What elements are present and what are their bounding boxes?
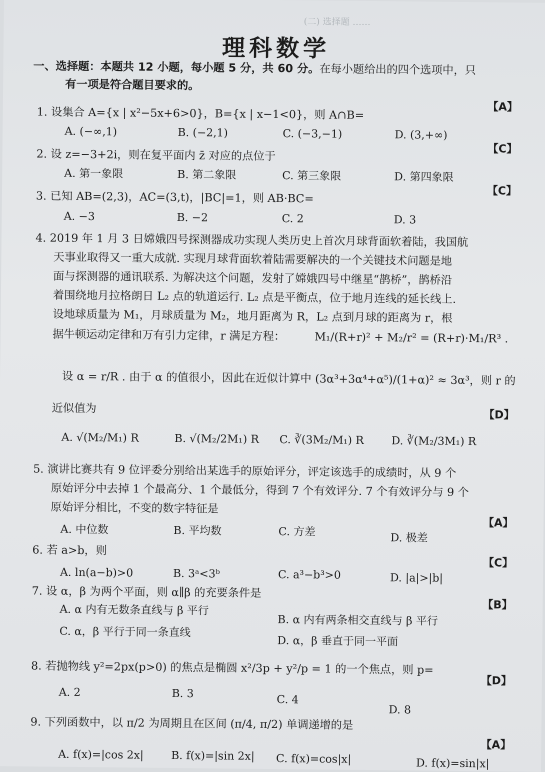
q5-answer: 【A】 <box>482 516 514 530</box>
q8-option-a: A. 2 <box>58 685 81 700</box>
q4-line-3: 面与探测器的通讯联系. 为解决这个问题，发射了嫦娥四号中继星“鹊桥”，鹊桥沿 <box>53 269 453 287</box>
q1-option-c: C. (−3,−1) <box>282 127 343 141</box>
q6-option-d: D. |a|>|b| <box>389 571 444 585</box>
q3-stem: 3. 已知 AB=(2,3)，AC=(3,t)，|BC|=1，则 AB·BC= <box>35 189 314 206</box>
q4-line-7: 设 α = r/R . 由于 α 的值很小，因此在近似计算中 (3α³+3α⁴+α⁵)/(1+α)² ≈ 3α³，则 r 的 <box>62 369 516 388</box>
section-label: 一、选择题： <box>33 59 101 74</box>
q7-option-a: A. α 内有无数条直线与 β 平行 <box>59 602 209 618</box>
q4-option-d: D. ∛(M₂/3M₁) R <box>391 434 477 449</box>
q4-line-1: 4. 2019 年 1 月 3 日嫦娥四号探测器成功实现人类历史上首次月球背面软着陆，我国航 <box>35 231 469 250</box>
q9-option-b: B. f(x)=|sin 2x| <box>171 748 255 763</box>
q6-option-a: A. ln(a−b)>0 <box>59 565 134 580</box>
q5-option-d: D. 极差 <box>390 531 428 545</box>
q4-line-8: 近似值为 <box>51 401 97 416</box>
q9-answer: 【A】 <box>480 738 512 752</box>
q5-line-1: 5. 演讲比赛共有 9 位评委分别给出某选手的原始评分，评定该选手的成绩时，从 9 个 <box>33 462 457 480</box>
q8-option-b: B. 3 <box>171 686 194 701</box>
q3-option-a: A. −3 <box>63 209 95 224</box>
q4-option-c: C. ∛(3M₂/M₁) R <box>279 433 364 447</box>
q6-option-c: C. a³−b³>0 <box>277 568 341 582</box>
section-line2: 有一项是符合题目要求的。 <box>65 77 200 93</box>
q5-option-b: B. 平均数 <box>173 523 222 538</box>
q2-option-c: C. 第三象限 <box>282 169 342 183</box>
page-title: 理科数学 <box>221 35 331 63</box>
q5-option-a: A. 中位数 <box>60 522 109 537</box>
q4-line-5: 设地球质量为 M₁，月球质量为 M₂，地月距离为 R，L₂ 点到月球的距离为 r，根 <box>52 307 453 325</box>
q5-line-2: 原始评分中去掉 1 个最高分、1 个最低分，得到 7 个有效评分. 7 个有效评分与 9 个 <box>50 481 469 500</box>
q4-answer: 【D】 <box>483 408 515 422</box>
q8-option-c: C. 4 <box>276 693 299 707</box>
q3-option-c: C. 2 <box>281 212 304 226</box>
q9-option-a: A. f(x)=|cos 2x| <box>58 747 144 762</box>
q2-option-b: B. 第二象限 <box>177 167 237 182</box>
q2-option-d: D. 第四象限 <box>394 170 454 184</box>
q3-option-b: B. −2 <box>176 210 209 225</box>
q9-stem: 9. 下列函数中，以 π/2 为周期且在区间 (π/4, π/2) 单调递增的是 <box>30 715 354 732</box>
q2-stem: 2. 设 z=−3+2i，则在复平面内 z̄ 对应的点位于 <box>36 147 276 164</box>
header-fragment: (二) 选择题 …… <box>303 17 371 29</box>
q4-line-6: 据牛顿运动定律和万有引力定律，r 满足方程： <box>52 327 286 344</box>
q7-option-b: B. α 内有两条相交直线与 β 平行 <box>277 613 438 628</box>
q5-line-3: 原始评分相比，不变的数字特征是 <box>50 500 219 516</box>
q3-option-d: D. 3 <box>393 213 417 227</box>
q5-option-c: C. 方差 <box>278 525 316 539</box>
q8-stem: 8. 若抛物线 y²=2px(p>0) 的焦点是椭圆 x²/3p + y²/p = 1 的一个焦点，则 p= <box>30 659 434 677</box>
q7-option-d: D. α，β 垂直于同一平面 <box>277 634 399 649</box>
q4-option-a: A. √(M₂/M₁) R <box>61 430 139 445</box>
q1-answer: 【A】 <box>487 100 518 114</box>
q2-answer: 【C】 <box>487 142 518 156</box>
q1-stem: 1. 设集合 A={x | x²−5x+6>0}，B={x | x−1<0}，则 A∩B= <box>36 105 365 122</box>
q2-option-a: A. 第一象限 <box>64 166 124 181</box>
q6-stem: 6. 若 a>b，则 <box>32 543 107 558</box>
q1-option-a: A. (−∞,1) <box>64 124 118 139</box>
q3-answer: 【C】 <box>486 184 518 198</box>
section-rest: 在每小题给出的四个选项中，只 <box>319 62 477 78</box>
q7-option-c: C. α，β 平行于同一条直线 <box>59 624 191 640</box>
q9-option-c: C. f(x)=cos|x| <box>276 752 352 766</box>
q8-option-d: D. 8 <box>388 703 412 717</box>
q7-answer: 【B】 <box>482 598 513 612</box>
q6-answer: 【C】 <box>482 556 514 570</box>
q6-option-b: B. 3ᵃ<3ᵇ <box>172 566 221 581</box>
q7-stem: 7. 设 α，β 为两个平面，则 α∥β 的充要条件是 <box>31 584 262 600</box>
q4-line-4: 着围绕地月拉格朗日 L₂ 点的轨道运行. L₂ 点是平衡点，位于地月连线的延长线上. <box>52 288 457 306</box>
q4-line-2: 天事业取得又一重大成就. 实现月球背面软着陆需要解决的一个关键技术问题是地 <box>53 250 453 268</box>
section-bold: 本题共 12 小题，每小题 5 分，共 60 分。 <box>100 60 320 76</box>
q8-answer: 【D】 <box>480 674 512 688</box>
q4-option-b: B. √(M₂/2M₁) R <box>174 431 259 446</box>
q9-option-d: D. f(x)=sin|x| <box>415 756 490 771</box>
q4-equation: M₁/(R+r)² + M₂/r² = (R+r)·M₁/R³ . <box>314 330 509 346</box>
q1-option-b: B. (−2,1) <box>177 125 229 140</box>
q1-option-d: D. (3,+∞) <box>394 128 448 142</box>
